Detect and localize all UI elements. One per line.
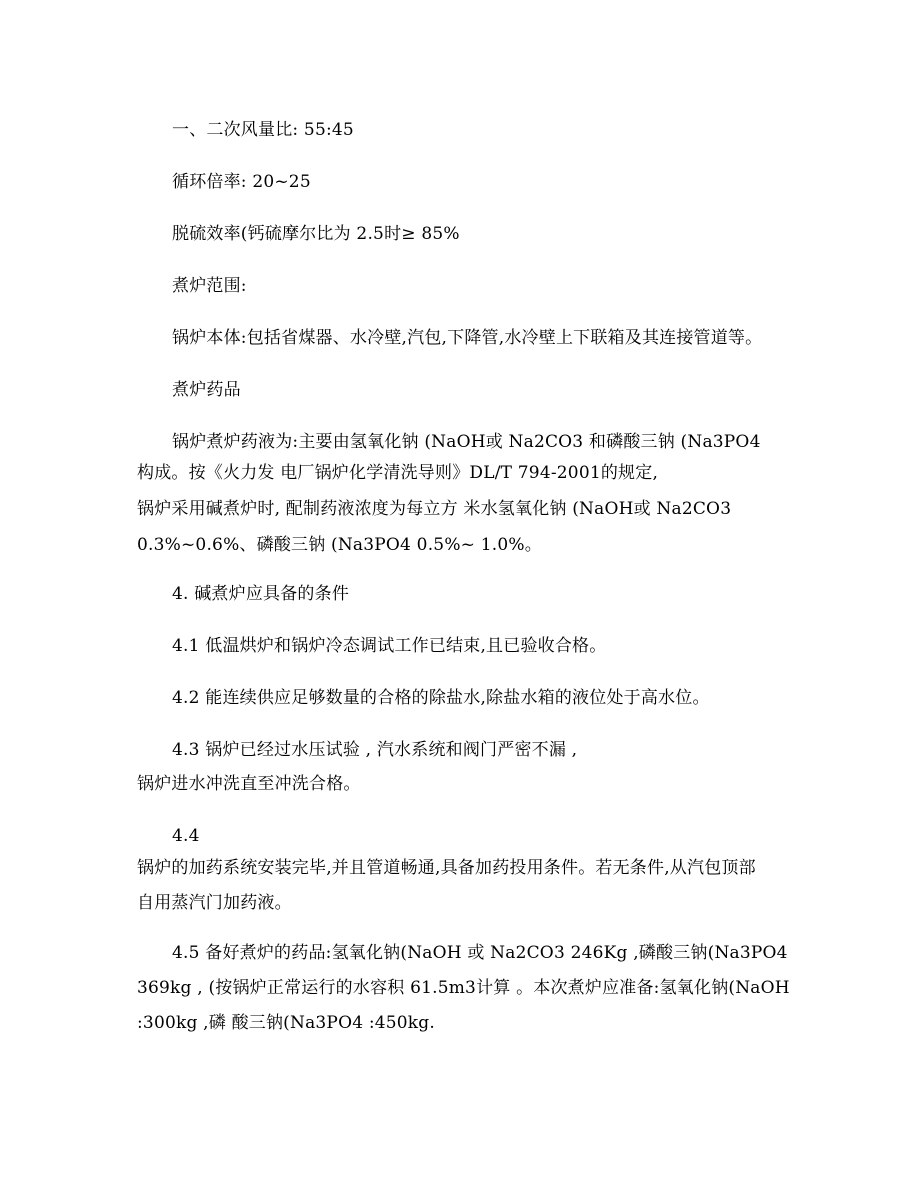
- item-4-4-number: 4.4: [172, 826, 200, 846]
- item-4-4-line-2: 自用蒸汽门加药液。: [137, 893, 292, 913]
- boiling-scope-heading: 煮炉范围:: [172, 276, 247, 296]
- boiler-body-line: 锅炉本体:包括省煤器、水冷壁,汽包,下降管,水冷壁上下联箱及其连接管道等。: [172, 328, 763, 348]
- circulation-ratio-line: 循环倍率: 20~25: [172, 172, 311, 192]
- item-4-2: 4.2 能连续供应足够数量的合格的除盐水,除盐水箱的液位处于高水位。: [172, 688, 710, 708]
- item-4-3-line-2: 锅炉进水冲洗直至冲洗合格。: [137, 774, 361, 794]
- item-4-5-line-2: 369kg , (按锅炉正常运行的水容积 61.5m3计算 。本次煮炉应准备:氢氧化钠(NaOH: [137, 978, 790, 998]
- item-4-5-line-3: :300kg ,磷 酸三钠(Na3PO4 :450kg.: [137, 1013, 435, 1033]
- item-4-4-line-1: 锅炉的加药系统安装完毕,并且管道畅通,具备加药投用条件。若无条件,从汽包顶部: [137, 858, 756, 878]
- chemicals-paragraph-line-2: 构成。按《火力发 电厂锅炉化学清洗导则》DL/T 794-2001的规定,: [137, 463, 659, 483]
- desulfurization-line: 脱硫效率(钙硫摩尔比为 2.5时≥ 85%: [172, 224, 460, 244]
- item-4-5-line-1: 4.5 备好煮炉的药品:氢氧化钠(NaOH 或 Na2CO3 246Kg ,磷酸三钠(Na3PO4: [172, 943, 788, 963]
- chemicals-paragraph-line-1: 锅炉煮炉药液为:主要由氢氧化钠 (NaOH或 Na2CO3 和磷酸三钠 (Na3PO4: [172, 432, 761, 452]
- chemicals-paragraph-line-4: 0.3%~0.6%、磷酸三钠 (Na3PO4 0.5%~ 1.0%。: [137, 535, 542, 555]
- item-4-3-line-1: 4.3 锅炉已经过水压试验 , 汽水系统和阀门严密不漏 ,: [172, 740, 578, 760]
- chemicals-paragraph-line-3: 锅炉采用碱煮炉时, 配制药液浓度为每立方 米水氢氧化钠 (NaOH或 Na2CO3: [137, 499, 732, 519]
- item-4-1: 4.1 低温烘炉和锅炉冷态调试工作已结束,且已验收合格。: [172, 636, 607, 656]
- boiling-chemicals-heading: 煮炉药品: [172, 380, 241, 400]
- section-4-heading: 4. 碱煮炉应具备的条件: [172, 584, 350, 604]
- air-ratio-line: 一、二次风量比: 55:45: [172, 120, 354, 140]
